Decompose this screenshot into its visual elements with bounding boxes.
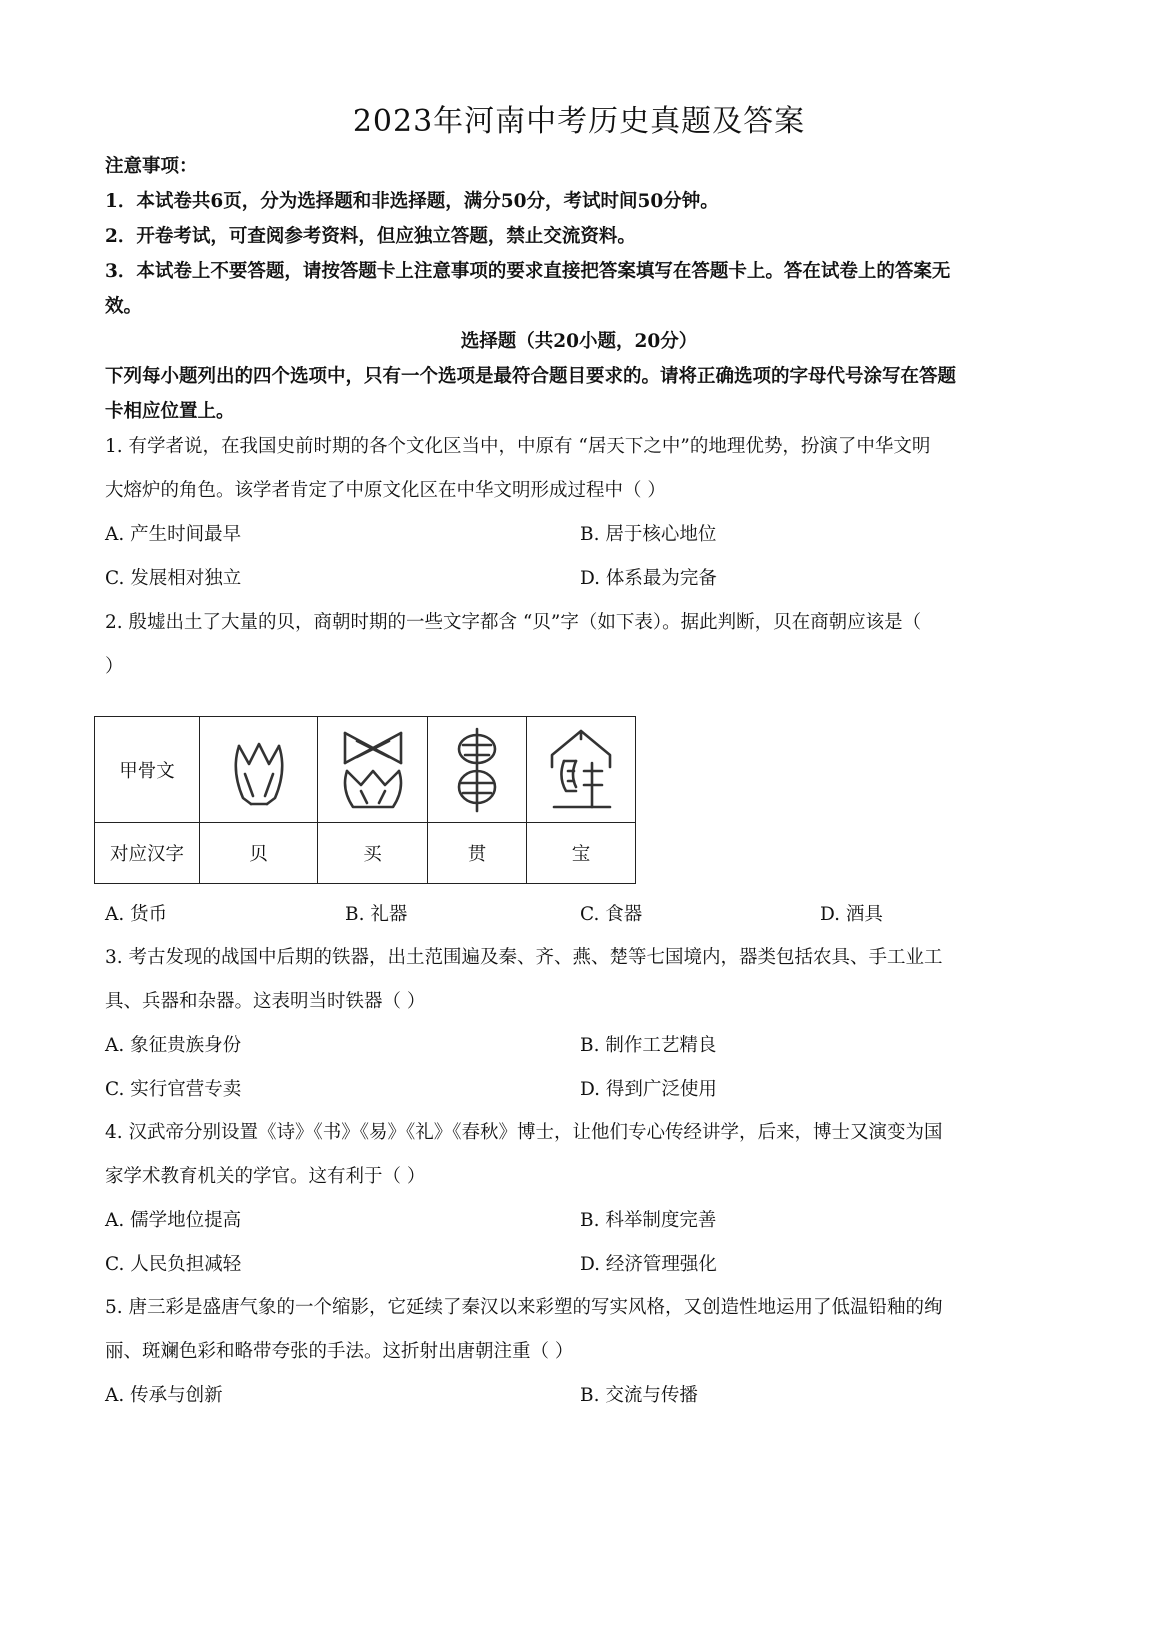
section-instruction-cont: 卡相应位置上。 bbox=[105, 401, 235, 422]
notice-item-3-cont: 效。 bbox=[105, 296, 143, 317]
question-4-option-a: A. 儒学地位提高 bbox=[105, 1210, 242, 1231]
notice-item-1: 1．本试卷共6页，分为选择题和非选择题，满分50分，考试时间50分钟。 bbox=[105, 191, 719, 212]
page-title: 2023年河南中考历史真题及答案 bbox=[352, 104, 806, 139]
question-4-option-d: D. 经济管理强化 bbox=[580, 1254, 717, 1275]
question-4-option-c: C. 人民负担减轻 bbox=[105, 1254, 242, 1275]
table-cell: 买 bbox=[318, 823, 428, 884]
notice-heading: 注意事项： bbox=[105, 156, 198, 177]
question-5-text-cont: 丽、斑斓色彩和略带夸张的手法。这折射出唐朝注重（ ） bbox=[105, 1341, 574, 1362]
question-2-option-d: D. 酒具 bbox=[820, 904, 883, 925]
oracle-mai-icon bbox=[337, 727, 409, 813]
question-2-option-b: B. 礼器 bbox=[345, 904, 408, 925]
table-row-label: 甲骨文 bbox=[95, 717, 200, 823]
question-5-option-b: B. 交流与传播 bbox=[580, 1385, 698, 1406]
question-1-option-b: B. 居于核心地位 bbox=[580, 524, 717, 545]
question-1-option-d: D. 体系最为完备 bbox=[580, 568, 717, 589]
question-1-option-a: A. 产生时间最早 bbox=[105, 524, 242, 545]
question-3-option-d: D. 得到广泛使用 bbox=[580, 1079, 717, 1100]
question-2-option-c: C. 食器 bbox=[580, 904, 643, 925]
oracle-bone-table bbox=[94, 716, 636, 884]
question-4-text-cont: 家学术教育机关的学官。这有利于（ ） bbox=[105, 1166, 426, 1187]
table-row bbox=[95, 717, 636, 823]
question-3-option-c: C. 实行官营专卖 bbox=[105, 1079, 242, 1100]
question-4-option-b: B. 科举制度完善 bbox=[580, 1210, 717, 1231]
oracle-bao-icon bbox=[546, 727, 616, 813]
question-1-option-c: C. 发展相对独立 bbox=[105, 568, 242, 589]
question-5-text: 5. 唐三彩是盛唐气象的一个缩影，它延续了秦汉以来彩塑的写实风格，又创造性地运用了低温铅釉的绚 bbox=[105, 1297, 943, 1318]
table-cell: 贯 bbox=[428, 823, 527, 884]
question-3-text: 3. 考古发现的战国中后期的铁器，出土范围遍及秦、齐、燕、楚等七国境内，器类包括农具、手工业工 bbox=[105, 947, 943, 968]
section-instruction: 下列每小题列出的四个选项中，只有一个选项是最符合题目要求的。请将正确选项的字母代号涂写在答题 bbox=[105, 366, 957, 387]
question-1-text: 1. 有学者说，在我国史前时期的各个文化区当中，中原有 “居天下之中”的地理优势，扮演了中华文明 bbox=[105, 436, 931, 457]
oracle-bei-icon bbox=[229, 730, 289, 810]
question-1-text-cont: 大熔炉的角色。该学者肯定了中原文化区在中华文明形成过程中（ ） bbox=[105, 480, 666, 501]
question-3-option-a: A. 象征贵族身份 bbox=[105, 1035, 242, 1056]
question-2-text-cont: ） bbox=[105, 656, 124, 677]
notice-item-2: 2．开卷考试，可查阅参考资料，但应独立答题，禁止交流资料。 bbox=[105, 226, 636, 247]
table-cell: 宝 bbox=[527, 823, 636, 884]
table-row-label: 对应汉字 bbox=[95, 823, 200, 884]
oracle-guan-icon bbox=[451, 727, 503, 813]
question-5-option-a: A. 传承与创新 bbox=[105, 1385, 223, 1406]
question-3-option-b: B. 制作工艺精良 bbox=[580, 1035, 717, 1056]
table-cell: 贝 bbox=[200, 823, 318, 884]
question-2-option-a: A. 货币 bbox=[105, 904, 168, 925]
question-2-text: 2. 殷墟出土了大量的贝，商朝时期的一些文字都含 “贝”字（如下表）。据此判断，贝在商朝应该是（ bbox=[105, 612, 922, 633]
notice-item-3: 3．本试卷上不要答题，请按答题卡上注意事项的要求直接把答案填写在答题卡上。答在试卷上的答案无 bbox=[105, 261, 951, 282]
table-row bbox=[95, 823, 636, 884]
question-4-text: 4. 汉武帝分别设置《诗》《书》《易》《礼》《春秋》博士，让他们专心传经讲学，后来，博士又演变为国 bbox=[105, 1122, 943, 1143]
section-heading: 选择题（共20小题，20分） bbox=[460, 331, 698, 352]
question-3-text-cont: 具、兵器和杂器。这表明当时铁器（ ） bbox=[105, 991, 426, 1012]
